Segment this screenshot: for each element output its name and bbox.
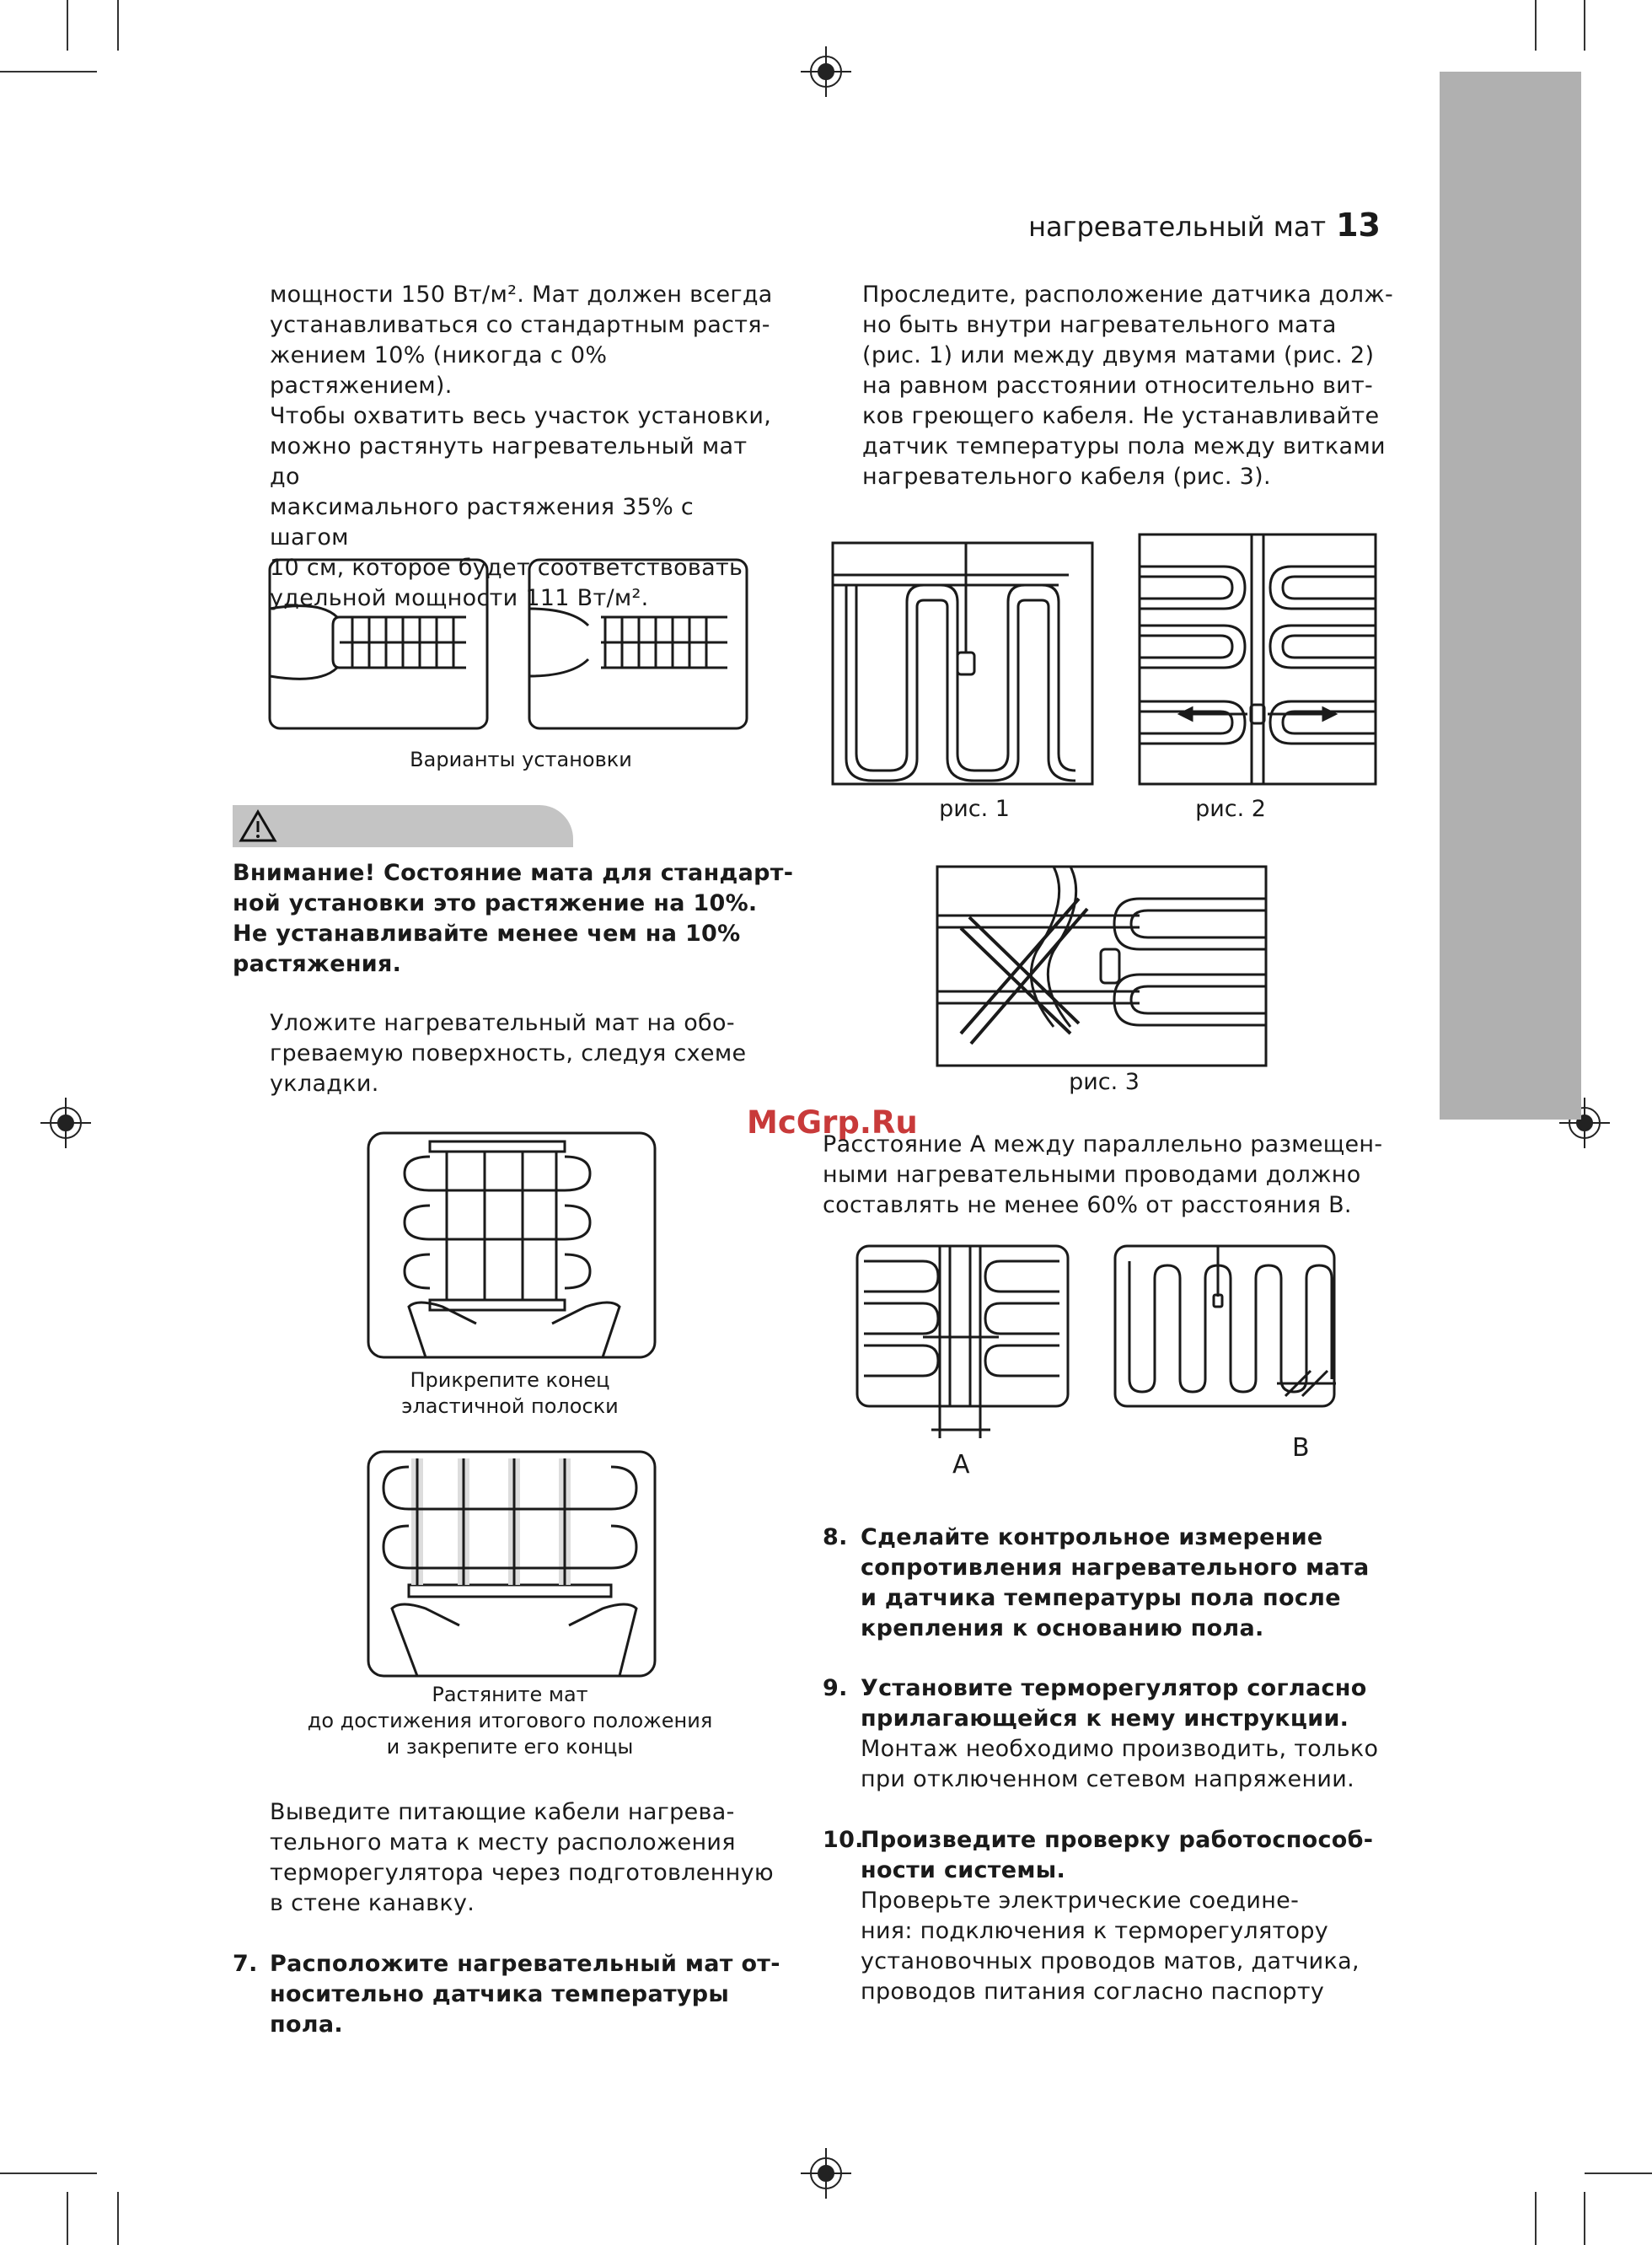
caption-fig3: рис. 3 — [1069, 1069, 1140, 1095]
warning-text: Внимание! Состояние мата для стандарт- ной установки это растяжение на 10%. Не устанавливайте менее чем на 10% растяжения. — [233, 860, 794, 977]
registration-mark-left — [40, 1098, 91, 1148]
step-8: 8. Сделайте контрольное измерение сопротивления нагревательного мата и датчика температуры пола после крепления к основанию пола. — [823, 1524, 1370, 1641]
stretch-mat-figure — [367, 1450, 657, 1678]
label-b: B — [1292, 1433, 1310, 1463]
right-paragraph-1: Проследите, расположение датчика долж- но быть внутри нагревательного мата (рис. 1) или между двумя матами (рис. 2) на равном расстоянии относительно вит- ков греющего кабеля. Не устанавливайте датчик температуры пола между витками нагревательного кабеля (рис. 3). — [862, 282, 1393, 490]
label-a: A — [952, 1450, 970, 1480]
registration-mark-top — [801, 46, 851, 97]
attach-strip-figure — [367, 1131, 657, 1359]
distance-ab-figure — [856, 1244, 1361, 1472]
warning-icon — [239, 809, 276, 843]
left-paragraph-3: Выведите питающие кабели нагрева- тельного мата к месту расположения терморегулятора через подготовленную в стене канавку. — [270, 1799, 774, 1916]
caption-variants: Варианты установки — [410, 748, 632, 771]
caption-fig2: рис. 2 — [1195, 796, 1266, 822]
registration-mark-bottom — [801, 2148, 851, 2199]
left-paragraph-2: Уложите нагревательный мат на обо- греваемую поверхность, следуя схеме укладки. — [270, 1010, 747, 1097]
left-paragraph-1: мощности 150 Вт/м². Мат должен всегда устанавливаться со стандартным растя- жением 10% (никогда с 0% растяжением). Чтобы охватить весь участок установки, можно растянуть нагревательный мат до максимального растяжения 35% с шагом 10 см, которое будет соответствовать удельной мощности 111 Вт/м². — [270, 282, 773, 611]
step-10: 10. Произведите проверку работоспособ- ности системы. Проверьте электрические соедине- ния: подключения к терморегулятору установочных проводов матов, датчика, проводов питания согласно паспорту — [823, 1827, 1374, 2005]
caption-attach: Прикрепите конец эластичной полоски — [401, 1368, 619, 1418]
section-title: нагревательный мат — [1028, 211, 1327, 243]
caption-fig1: рис. 1 — [939, 796, 1010, 822]
watermark: McGrp.Ru — [747, 1104, 918, 1141]
figure-2-sensor-between-mats — [1138, 533, 1377, 786]
warning-bar — [233, 805, 573, 847]
installation-variants-figure — [268, 558, 774, 735]
caption-stretch: Растяните мат до достижения итогового положения и закрепите его концы — [307, 1683, 713, 1759]
section-tab — [1440, 72, 1581, 1120]
step-9: 9. Установите терморегулятор согласно прилагающейся к нему инструкции. Монтаж необходимо производить, только при отключенном сетевом напряжении. — [823, 1675, 1379, 1792]
page-number: 13 — [1336, 207, 1381, 244]
figure-1-sensor-inside-mat — [831, 541, 1094, 786]
right-paragraph-2: Расстояние А между параллельно размещен- ными нагревательными проводами должно составлять не менее 60% от расстояния В. — [823, 1131, 1383, 1218]
step-7: 7. Расположите нагревательный мат от- носительно датчика температуры пола. — [233, 1951, 780, 2038]
page-header — [1028, 207, 1381, 244]
figure-3-incorrect-placement — [936, 865, 1268, 1067]
